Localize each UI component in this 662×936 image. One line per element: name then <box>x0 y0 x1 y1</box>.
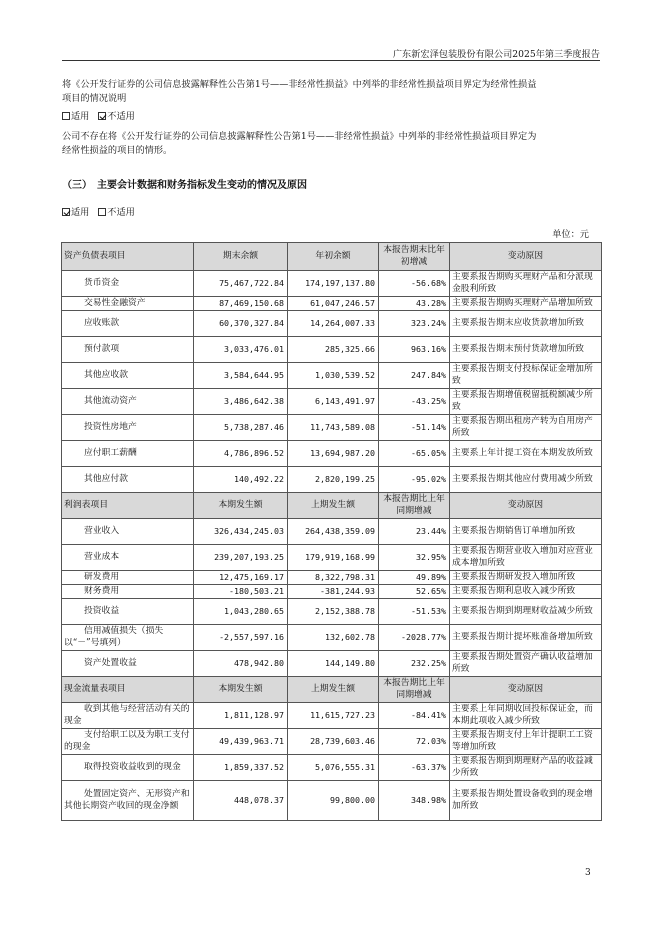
row-item-label: 其他应收款 <box>62 363 194 389</box>
row-change-reason: 主要系上年同期收回投标保证金，而本期此项收入减少所致 <box>450 703 602 729</box>
row-change-percent: 49.89% <box>379 571 450 585</box>
row-current-value: 4,786,896.52 <box>194 441 288 467</box>
row-change-reason: 主要系报告期计提坏账准备增加所致 <box>450 625 602 651</box>
row-item-label: 收到其他与经营活动有关的现金 <box>62 703 194 729</box>
row-prior-value: 5,076,555.31 <box>288 755 379 781</box>
table-row <box>62 599 602 625</box>
row-change-percent: -95.02% <box>379 467 450 493</box>
current-header: 本期发生额 <box>194 677 288 703</box>
row-item-label: 取得投资收益收到的现金 <box>62 755 194 781</box>
row-item-label: 投资性房地产 <box>62 415 194 441</box>
section-applicable-checkbox[interactable] <box>62 208 70 216</box>
row-change-reason: 主要系报告期处置资产确认收益增加所致 <box>450 651 602 677</box>
table-row <box>62 585 602 599</box>
row-prior-value: 61,047,246.57 <box>288 297 379 311</box>
row-current-value: 12,475,169.17 <box>194 571 288 585</box>
row-item-label: 其他应付款 <box>62 467 194 493</box>
row-change-percent: 247.84% <box>379 363 450 389</box>
reason-header: 变动原因 <box>450 677 602 703</box>
row-item-label: 预付款项 <box>62 337 194 363</box>
change-header: 本报告期比上年同期增减 <box>379 677 450 703</box>
row-change-reason: 主要系报告期到期理财收益减少所致 <box>450 599 602 625</box>
row-change-percent: -51.53% <box>379 599 450 625</box>
row-item-label: 资产处置收益 <box>62 651 194 677</box>
row-prior-value: 179,919,168.99 <box>288 545 379 571</box>
statement-line-2: 经常性损益的项目的情形。 <box>62 145 173 156</box>
financial-changes-table <box>61 242 602 821</box>
row-prior-value: 99,800.00 <box>288 781 379 821</box>
row-prior-value: 28,739,603.46 <box>288 729 379 755</box>
not-applicable-option[interactable]: 不适用 <box>98 111 135 122</box>
row-change-reason: 主要系报告期到期理财产品的收益减少所致 <box>450 755 602 781</box>
table-row <box>62 781 602 821</box>
section-not-applicable-checkbox[interactable] <box>98 208 106 216</box>
item-header: 现金流量表项目 <box>62 677 194 703</box>
row-prior-value: 6,143,491.97 <box>288 389 379 415</box>
row-current-value: -180,503.21 <box>194 585 288 599</box>
row-change-reason: 主要系报告期购买理财产品和分派现金股利所致 <box>450 271 602 297</box>
row-item-label: 应收账款 <box>62 311 194 337</box>
row-current-value: 1,859,337.52 <box>194 755 288 781</box>
row-change-reason: 主要系报告期出租房产转为自用房产所致 <box>450 415 602 441</box>
header-rule <box>62 60 600 61</box>
page-number: 3 <box>585 868 591 878</box>
row-prior-value: 285,325.66 <box>288 337 379 363</box>
table-row <box>62 545 602 571</box>
table-row <box>62 441 602 467</box>
row-change-reason: 主要系报告期末应收货款增加所致 <box>450 311 602 337</box>
row-change-percent: 323.24% <box>379 311 450 337</box>
section-not-applicable-option[interactable]: 不适用 <box>98 207 135 218</box>
row-prior-value: -381,244.93 <box>288 585 379 599</box>
row-current-value: 140,492.22 <box>194 467 288 493</box>
balance-sheet-header-row <box>62 243 602 271</box>
row-change-percent: 32.95% <box>379 545 450 571</box>
table-row <box>62 755 602 781</box>
row-item-label: 财务费用 <box>62 585 194 599</box>
intro-paragraph <box>62 78 600 106</box>
row-current-value: 5,738,287.46 <box>194 415 288 441</box>
statement-line-1: 公司不存在将《公开发行证券的公司信息披露解释性公告第1号——非经常性损益》中列举的非经常性损益项目界定为 <box>62 131 537 142</box>
table-row <box>62 729 602 755</box>
row-change-reason: 主要系报告期销售订单增加所致 <box>450 519 602 545</box>
table-row <box>62 415 602 441</box>
table-row <box>62 363 602 389</box>
row-change-percent: 72.03% <box>379 729 450 755</box>
row-current-value: 60,370,327.84 <box>194 311 288 337</box>
row-item-label: 投资收益 <box>62 599 194 625</box>
current-header: 期末余额 <box>194 243 288 271</box>
table-row <box>62 311 602 337</box>
section-title: （三） 主要会计数据和财务指标发生变动的情况及原因 <box>62 180 307 191</box>
row-prior-value: 8,322,798.31 <box>288 571 379 585</box>
cash-flow-header-row <box>62 677 602 703</box>
row-current-value: 1,811,128.97 <box>194 703 288 729</box>
row-prior-value: 1,030,539.52 <box>288 363 379 389</box>
row-item-label: 支付给职工以及为职工支付的现金 <box>62 729 194 755</box>
statement-paragraph <box>62 130 600 158</box>
row-change-reason: 主要系报告期增值税留抵税额减少所致 <box>450 389 602 415</box>
table-row <box>62 703 602 729</box>
row-current-value: 3,033,476.01 <box>194 337 288 363</box>
row-prior-value: 264,438,359.09 <box>288 519 379 545</box>
row-change-reason: 主要系报告期利息收入减少所致 <box>450 585 602 599</box>
row-change-reason: 主要系报告期营业收入增加对应营业成本增加所致 <box>450 545 602 571</box>
row-prior-value: 13,694,987.20 <box>288 441 379 467</box>
row-prior-value: 2,820,199.25 <box>288 467 379 493</box>
row-change-percent: -56.68% <box>379 271 450 297</box>
row-prior-value: 11,615,727.23 <box>288 703 379 729</box>
row-change-reason: 主要系报告期研发投入增加所致 <box>450 571 602 585</box>
table-row <box>62 337 602 363</box>
table-row <box>62 297 602 311</box>
row-change-percent: -84.41% <box>379 703 450 729</box>
row-change-reason: 主要系报告期支付投标保证金增加所致 <box>450 363 602 389</box>
row-current-value: 326,434,245.03 <box>194 519 288 545</box>
row-item-label: 其他流动资产 <box>62 389 194 415</box>
row-change-percent: -65.05% <box>379 441 450 467</box>
table-row <box>62 651 602 677</box>
row-change-reason: 主要系报告期其他应付费用减少所致 <box>450 467 602 493</box>
row-change-percent: -43.25% <box>379 389 450 415</box>
row-current-value: 239,207,193.25 <box>194 545 288 571</box>
table-row <box>62 571 602 585</box>
intro-line-1: 将《公开发行证券的公司信息披露解释性公告第1号——非经常性损益》中列举的非经常性损益项目界定为经常性损益 <box>62 79 537 90</box>
unit-label: 单位：元 <box>552 229 589 240</box>
row-current-value: 3,486,642.38 <box>194 389 288 415</box>
row-change-percent: 23.44% <box>379 519 450 545</box>
row-change-reason: 主要系报告期处置设备收到的现金增加所致 <box>450 781 602 821</box>
table-row <box>62 467 602 493</box>
row-current-value: 448,078.37 <box>194 781 288 821</box>
row-prior-value: 174,197,137.80 <box>288 271 379 297</box>
row-prior-value: 144,149.80 <box>288 651 379 677</box>
change-header: 本报告期比上年同期增减 <box>379 493 450 519</box>
row-change-reason: 主要系报告期购买理财产品增加所致 <box>450 297 602 311</box>
section-checkbox-row <box>62 206 600 220</box>
prior-header: 上期发生额 <box>288 677 379 703</box>
row-item-label: 营业收入 <box>62 519 194 545</box>
row-change-percent: -51.14% <box>379 415 450 441</box>
change-header: 本报告期末比年初增减 <box>379 243 450 271</box>
prior-header: 上期发生额 <box>288 493 379 519</box>
prior-header: 年初余额 <box>288 243 379 271</box>
row-change-reason: 主要系报告期支付上年计提职工工资等增加所致 <box>450 729 602 755</box>
table-row <box>62 389 602 415</box>
row-item-label: 货币资金 <box>62 271 194 297</box>
row-change-percent: 348.98% <box>379 781 450 821</box>
row-current-value: 87,469,150.68 <box>194 297 288 311</box>
row-current-value: 1,043,280.65 <box>194 599 288 625</box>
applicable-option[interactable]: 适用 <box>62 111 89 122</box>
row-change-reason: 主要系报告期末预付货款增加所致 <box>450 337 602 363</box>
intro-checkbox-row <box>62 110 600 124</box>
row-current-value: 75,467,722.84 <box>194 271 288 297</box>
row-prior-value: 132,602.78 <box>288 625 379 651</box>
row-change-percent: 52.65% <box>379 585 450 599</box>
row-change-percent: -63.37% <box>379 755 450 781</box>
section-applicable-option[interactable]: 适用 <box>62 207 89 218</box>
current-header: 本期发生额 <box>194 493 288 519</box>
row-current-value: -2,557,597.16 <box>194 625 288 651</box>
not-applicable-checkbox[interactable] <box>98 112 106 120</box>
row-change-percent: 43.28% <box>379 297 450 311</box>
row-current-value: 3,584,644.95 <box>194 363 288 389</box>
row-prior-value: 14,264,007.33 <box>288 311 379 337</box>
row-item-label: 信用减值损失（损失以“－”号填列） <box>62 625 194 651</box>
income-statement-header-row <box>62 493 602 519</box>
table-row <box>62 625 602 651</box>
applicable-checkbox[interactable] <box>62 112 70 120</box>
row-change-reason: 主要系上年计提工资在本期发放所致 <box>450 441 602 467</box>
row-prior-value: 11,743,589.08 <box>288 415 379 441</box>
row-change-percent: -2028.77% <box>379 625 450 651</box>
row-change-percent: 232.25% <box>379 651 450 677</box>
row-item-label: 营业成本 <box>62 545 194 571</box>
reason-header: 变动原因 <box>450 493 602 519</box>
row-prior-value: 2,152,388.78 <box>288 599 379 625</box>
intro-line-2: 项目的情况说明 <box>62 93 127 104</box>
row-item-label: 处置固定资产、无形资产和其他长期资产收回的现金净额 <box>62 781 194 821</box>
reason-header: 变动原因 <box>450 243 602 271</box>
item-header: 利润表项目 <box>62 493 194 519</box>
row-item-label: 研发费用 <box>62 571 194 585</box>
page-header: 广东新宏泽包装股份有限公司2025年第三季度报告 <box>392 49 600 60</box>
row-change-percent: 963.16% <box>379 337 450 363</box>
table-row <box>62 519 602 545</box>
item-header: 资产负债表项目 <box>62 243 194 271</box>
table-row <box>62 271 602 297</box>
row-item-label: 交易性金融资产 <box>62 297 194 311</box>
row-item-label: 应付职工薪酬 <box>62 441 194 467</box>
row-current-value: 478,942.80 <box>194 651 288 677</box>
row-current-value: 49,439,963.71 <box>194 729 288 755</box>
